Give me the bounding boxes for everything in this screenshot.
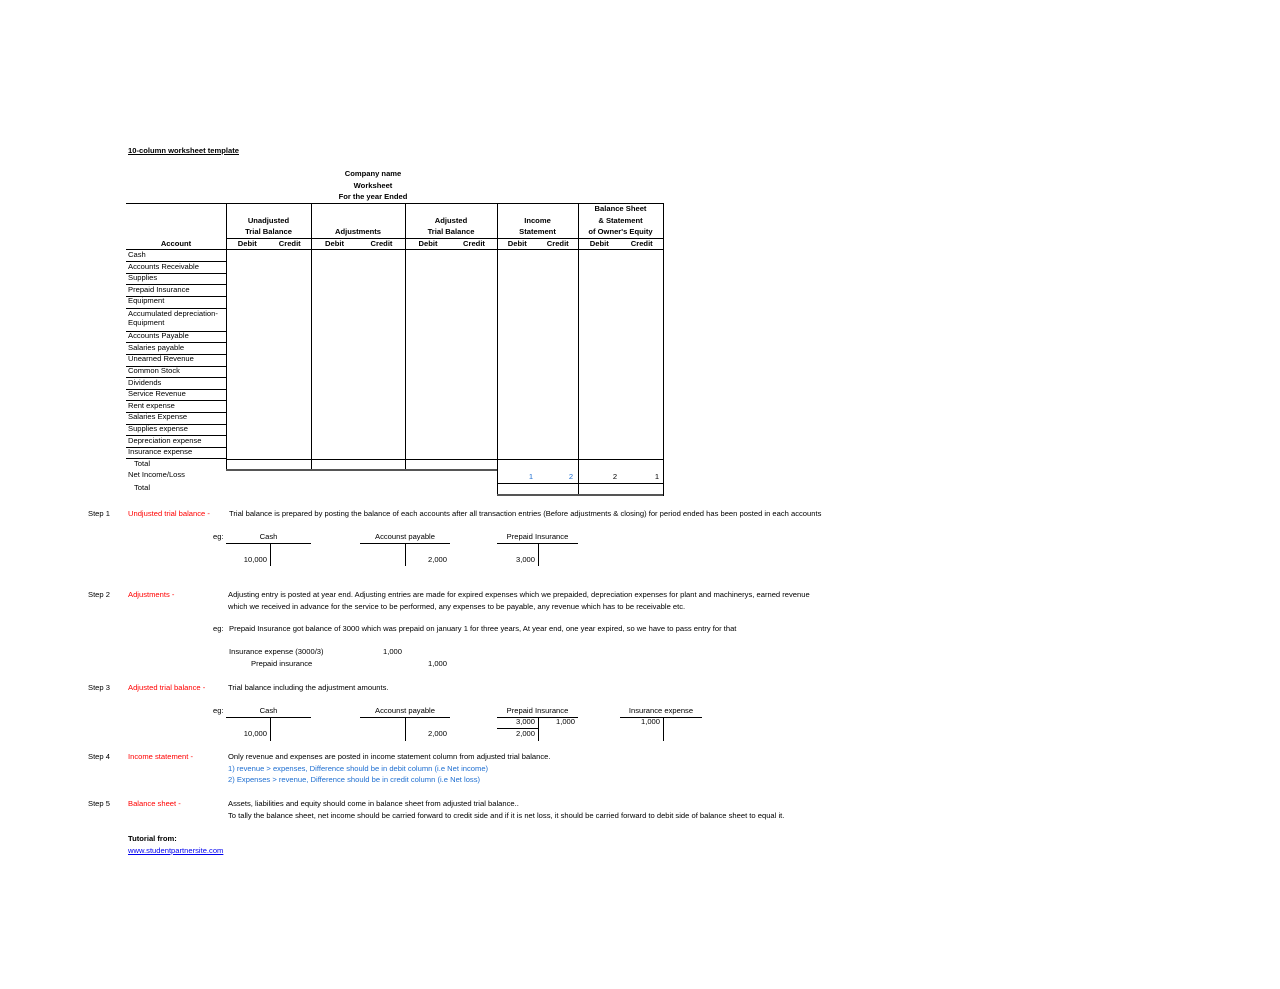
eg-label: eg: [213,706,224,715]
credit-header: Credit [546,239,569,248]
account-name: Supplies expense [128,424,188,433]
pi-credit: 1,000 [555,717,575,726]
t-account-pi-title: Prepaid Insurance [506,706,569,715]
t-account-ie-title: Insurance expense [628,706,694,715]
column-group-header: & Statement [598,215,643,225]
cash-debit: 10,000 [243,729,267,738]
column-group-header: Statement [519,227,556,236]
t-account-line [405,543,406,566]
credit-header: Credit [463,239,485,248]
credit-header: Credit [630,239,653,248]
t-account-ap-title: Accounst payable [375,532,435,541]
debit-header: Debit [418,239,438,248]
is-credit-net: 2 [568,472,574,481]
step-number: Step 5 [88,799,110,808]
document-title: 10-column worksheet template [128,146,239,155]
column-group-header: Adjustments [335,227,381,236]
t-account-line [270,543,271,566]
step-description: To tally the balance sheet, net income should be carried forward to credit side and if it is net loss, it should be carried forward to debit side of balance sheet to equal it. [228,810,785,820]
column-group-header: Unadjusted [247,215,290,225]
account-name: Service Revenue [128,389,186,399]
company-name: Company name [344,169,402,178]
eg-label: eg: [213,624,224,633]
bs-debit-net: 2 [612,472,618,481]
step-description: Trial balance is prepared by posting the balance of each accounts after all transaction entries (Before adjustments & closing) for period ended has been posted in each accounts [229,509,822,518]
step-description: 2) Expenses > revenue, Difference should be in credit column (i.e Net loss) [228,775,481,785]
step-title: Adjusted trial balance - [128,683,206,692]
column-group-header: Balance Sheet [594,204,647,213]
step-title: Adjustments - [128,590,175,599]
step-description: Adjusting entry is posted at year end. Adjusting entries are made for expired expenses which we prepaided, depreciation expenses for plant and machinerys, earned revenue [228,590,810,599]
account-name: Depreciation expense [128,435,202,445]
debit-header: Debit [589,239,609,248]
column-group-header: Trial Balance [427,227,475,236]
account-name: Accounts Receivable [128,261,199,271]
account-header: Account [160,239,192,248]
account-name: Accounts Payable [128,331,189,341]
t-account-line [226,717,311,718]
total-top-border [226,459,663,460]
pi-balance: 2,000 [515,729,535,738]
step-number: Step 2 [88,590,110,599]
account-name: Unearned Revenue [128,354,194,364]
step-title: Balance sheet - [128,799,181,808]
credit-header: Credit [370,239,393,248]
account-name: Accumulated depreciation- [128,308,218,318]
column-group-header: Adjusted [434,215,468,225]
journal-debit-amount: 1,000 [382,647,402,656]
t-account-line [663,717,664,741]
step-number: Step 3 [88,683,110,692]
t-account-line [226,543,311,544]
account-name: Salaries Expense [128,412,188,422]
ap-credit: 2,000 [427,729,447,738]
net-total-double-underline [497,494,663,496]
journal-credit-amount: 1,000 [427,659,447,668]
is-debit-net: 1 [528,472,534,481]
debit-header: Debit [237,239,257,248]
journal-credit-account: Prepaid insurance [251,659,313,668]
step-description: Trial balance including the adjustment amounts. [228,683,389,692]
journal-debit-account: Insurance expense (3000/3) [229,647,324,656]
account-name: Salaries payable [128,342,185,352]
t-account-ap-title: Accounst payable [375,706,435,715]
cash-debit: 10,000 [243,555,267,564]
step-number: Step 4 [88,752,110,761]
pi-debit: 3,000 [515,717,535,726]
period-label: For the year Ended [338,192,408,201]
account-name: Equipment [128,296,165,306]
total-label: Total [134,458,151,468]
debit-header: Debit [507,239,527,248]
step-description: Only revenue and expenses are posted in income statement column from adjusted trial balance. [228,752,551,761]
step-title: Income statement - [128,752,193,761]
worksheet-title: Worksheet [353,181,393,190]
net-total-label: Total [134,482,151,492]
account-name: Rent expense [128,400,175,410]
account-name: Dividends [128,377,162,387]
t-account-cash-title: Cash [259,532,278,541]
account-name: Insurance expense [128,447,193,457]
tutorial-label: Tutorial from: [128,834,177,843]
step-title: Undjusted trial balance - [128,509,210,518]
t-account-line [270,717,271,741]
step-description: Assets, liabilities and equity should come in balance sheet from adjusted trial balance.. [228,799,519,808]
step2-example: Prepaid Insurance got balance of 3000 which was prepaid on january 1 for three years, At year end, one year expired, so we have to pass entry for that [229,624,737,633]
eg-label: eg: [213,532,224,541]
column-divider [663,203,664,496]
t-account-pi-title: Prepaid Insurance [506,532,569,541]
step-number: Step 1 [88,509,110,518]
ie-debit: 1,000 [640,717,660,726]
account-name: Equipment [128,318,165,327]
net-income-label: Net Income/Loss [128,470,185,480]
debit-header: Debit [325,239,344,248]
step-description: which we received in advance for the service to be performed, any expenses to be payable, any revenue which has to be receivable etc. [228,601,686,611]
bs-credit-net: 1 [654,472,660,481]
column-group-header: Income [524,215,551,225]
account-name: Supplies [128,273,158,283]
column-group-header: Trial Balance [245,227,292,236]
header-bottom-border [126,249,663,250]
t-account-line [538,543,539,566]
t-account-line [405,717,406,741]
tutorial-link[interactable]: www.studentpartnersite.com [128,846,224,855]
account-name: Prepaid Insurance [128,284,190,294]
net-total-top-border [497,483,663,484]
total-double-underline [226,469,497,471]
step-description: 1) revenue > expenses, Difference should be in debit column (i.e Net income) [228,763,489,773]
credit-header: Credit [278,239,301,248]
pi-debit: 3,000 [515,555,535,564]
column-group-header: of Owner's Equity [588,227,653,236]
account-name: Common Stock [128,366,180,375]
t-account-cash-title: Cash [259,706,278,715]
account-name: Cash [128,250,146,259]
ap-credit: 2,000 [427,555,447,564]
